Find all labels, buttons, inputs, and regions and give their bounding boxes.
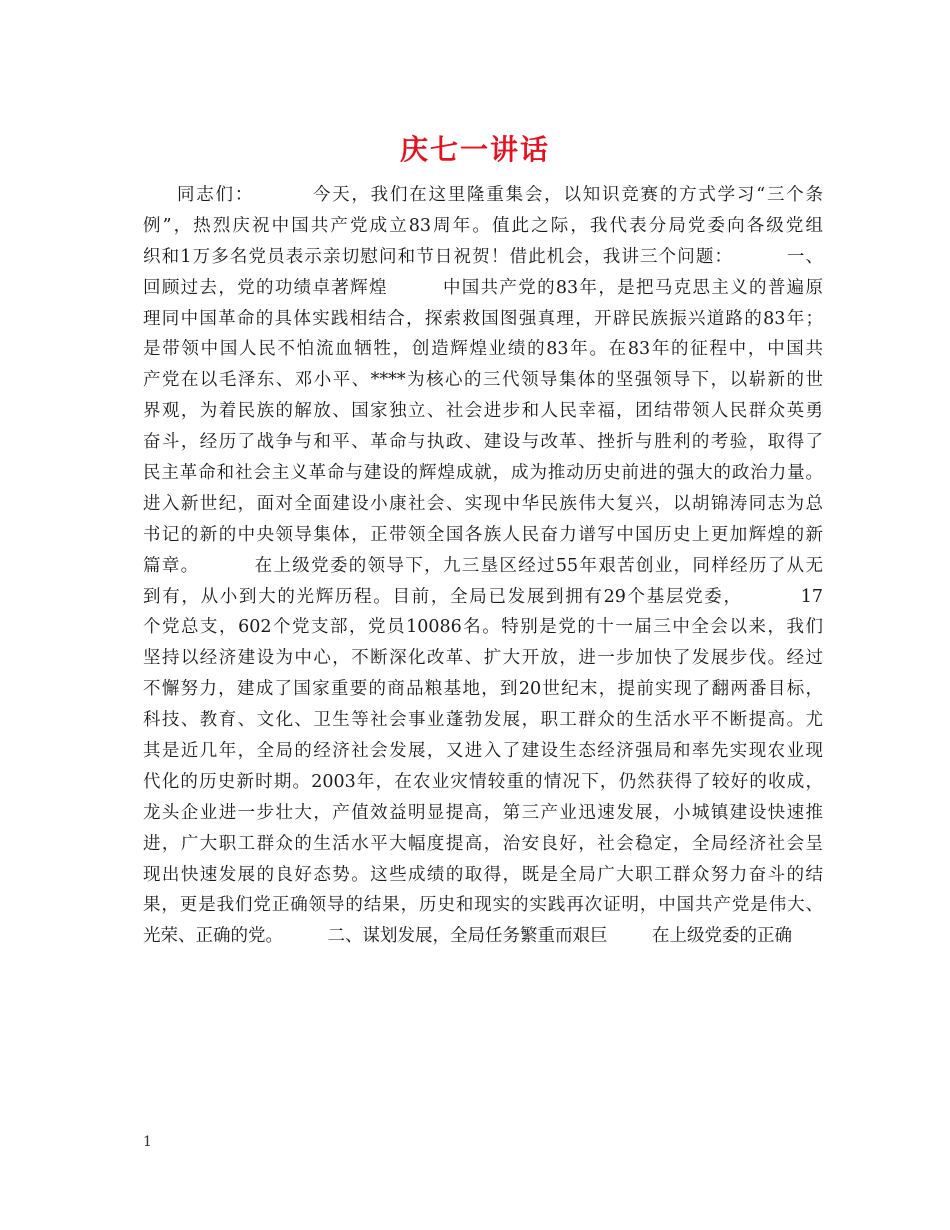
text-line: 回顾过去，党的功绩卓著辉煌 中国共产党的83年，是把马克思主义的普遍原 <box>143 277 823 298</box>
text-line: 进，广大职工群众的生活水平大幅度提高，治安良好，社会稳定，全局经济社会呈 <box>143 833 823 854</box>
text-line: 织和1万多名党员表示亲切慰问和节日祝贺！借此机会，我讲三个问题： 一、 <box>143 246 823 267</box>
text-line: 个党总支，602个党支部，党员10086名。特别是党的十一届三中全会以来，我们 <box>143 617 823 638</box>
text-line: 光荣、正确的党。 二、谋划发展，全局任务繁重而艰巨 在上级党委的正确 <box>143 926 793 947</box>
text-line: 是带领中国人民不怕流血牺牲，创造辉煌业绩的83年。在83年的征程中，中国共 <box>143 339 823 360</box>
text-line: 坚持以经济建设为中心，不断深化改革、扩大开放，进一步加快了发展步伐。经过 <box>143 648 823 669</box>
text-line: 例”，热烈庆祝中国共产党成立83周年。值此之际，我代表分局党委向各级党组 <box>143 215 823 236</box>
text-line: 书记的新的中央领导集体，正带领全国各族人民奋力谱写中国历史上更加辉煌的新 <box>143 524 823 545</box>
text-line: 代化的历史新时期。2003年，在农业灾情较重的情况下，仍然获得了较好的收成， <box>143 771 823 792</box>
text-line: 现出快速发展的良好态势。这些成绩的取得，既是全局广大职工群众努力奋斗的结 <box>143 864 823 885</box>
text-line: 龙头企业进一步壮大，产值效益明显提高，第三产业迅速发展，小城镇建设快速推 <box>143 802 823 823</box>
document-body <box>143 180 823 952</box>
text-line: 奋斗，经历了战争与和平、革命与执政、建设与改革、挫折与胜利的考验，取得了 <box>143 432 823 453</box>
text-line: 进入新世纪，面对全面建设小康社会、实现中华民族伟大复兴，以胡锦涛同志为总 <box>143 493 823 514</box>
text-line: 不懈努力，建成了国家重要的商品粮基地，到20世纪末，提前实现了翻两番目标， <box>143 679 823 700</box>
text-line: 篇章。 在上级党委的领导下，九三垦区经过55年艰苦创业，同样经历了从无 <box>143 555 823 576</box>
text-line: 产党在以毛泽东、邓小平、****为核心的三代领导集体的坚强领导下，以崭新的世 <box>143 370 823 391</box>
text-line: 其是近几年，全局的经济社会发展，又进入了建设生态经济强局和率先实现农业现 <box>143 741 823 762</box>
text-line: 同志们： 今天，我们在这里隆重集会，以知识竞赛的方式学习“三个条 <box>177 185 823 205</box>
text-line: 理同中国革命的具体实践相结合，探索救国图强真理，开辟民族振兴道路的83年； <box>143 308 823 329</box>
document-title: 庆七一讲话 <box>399 133 550 166</box>
text-line: 界观，为着民族的解放、国家独立、社会进步和人民幸福，团结带领人民群众英勇 <box>143 401 823 422</box>
page-number: 1 <box>143 1134 152 1150</box>
text-line: 科技、教育、文化、卫生等社会事业蓬勃发展，职工群众的生活水平不断提高。尤 <box>143 710 823 731</box>
text-line: 果，更是我们党正确领导的结果，历史和现实的实践再次证明，中国共产党是伟大、 <box>143 895 823 916</box>
text-line: 民主革命和社会主义革命与建设的辉煌成就，成为推动历史前进的强大的政治力量。 <box>143 463 823 484</box>
text-line: 到有，从小到大的光辉历程。目前，全局已发展到拥有29个基层党委， 17 <box>143 586 823 607</box>
